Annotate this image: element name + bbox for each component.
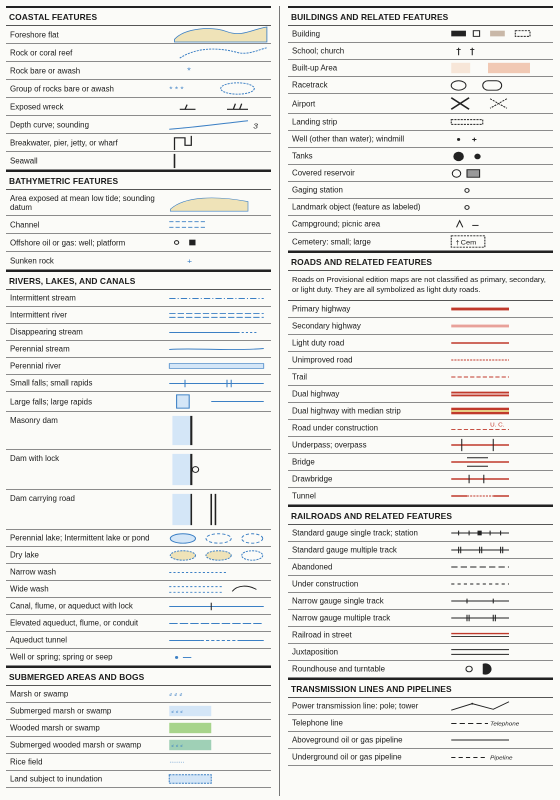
legend-label: Underpass; overpass	[292, 440, 367, 450]
trail-symbol	[446, 369, 551, 385]
legend-row-submerged-wooded-marsh	[6, 737, 271, 754]
legend-label: Land subject to inundation	[10, 774, 103, 784]
legend-row-campground	[288, 216, 553, 233]
legend-row-railroad-in-street	[288, 627, 553, 644]
legend-label: Submerged marsh or swamp	[10, 706, 112, 716]
legend-row-narrow-single-track	[288, 593, 553, 610]
legend-label: Masonry dam	[10, 416, 58, 425]
column-divider	[279, 6, 280, 796]
intermittent-stream-symbol	[164, 290, 269, 306]
tunnel-symbol	[446, 488, 551, 504]
legend-row-secondary-highway	[288, 318, 553, 335]
roundhouse-symbol	[446, 661, 551, 677]
building-symbol	[446, 26, 551, 42]
legend-row-road-under-construction	[288, 420, 553, 437]
section-title: BUILDINGS AND RELATED FEATURES	[288, 8, 553, 26]
primary-highway-symbol	[446, 301, 551, 317]
legend-label: Rock or coral reef	[10, 48, 73, 57]
legend-label: Airport	[292, 99, 316, 108]
windmill-icon	[446, 131, 551, 147]
legend-row-school-church	[288, 43, 553, 60]
legend-row-standard-single-track	[288, 525, 553, 542]
legend-label: Aboveground oil or gas pipeline	[292, 735, 403, 745]
legend-row-perennial-river	[6, 358, 271, 375]
buildings-section	[288, 6, 553, 251]
legend-row-dam-with-lock	[6, 450, 271, 490]
legend-row-land-subject-to-inundation	[6, 771, 271, 788]
legend-label: Well or spring; spring or seep	[10, 652, 113, 662]
reef-symbol	[164, 44, 269, 61]
legend-label: Elevated aqueduct, flume, or conduit	[10, 618, 139, 628]
legend-label: Rock bare or awash	[10, 66, 81, 75]
perennial-river-symbol	[164, 358, 269, 374]
canal-symbol	[164, 598, 269, 614]
legend-label: Dual highway with median strip	[292, 406, 401, 416]
legend-label: Telephone line	[292, 718, 343, 728]
legend-row-exposed-wreck	[6, 98, 271, 116]
legend-label: Dual highway	[292, 389, 340, 399]
svg-text:⸗ ⸗ ⸗: ⸗ ⸗ ⸗	[171, 742, 183, 750]
legend-row-light-duty-road	[288, 335, 553, 352]
legend-row-primary-highway	[288, 301, 553, 318]
legend-label: Wide wash	[10, 584, 49, 594]
cemetery-label: Cem	[460, 239, 477, 247]
legend-row-unimproved-road	[288, 352, 553, 369]
breakwater-symbol	[164, 134, 269, 151]
legend-row-perennial-stream	[6, 341, 271, 358]
legend-label: Foreshore flat	[10, 30, 59, 39]
coastal-features-section	[6, 6, 271, 170]
legend-label: Unimproved road	[292, 355, 353, 365]
legend-row-aboveground-pipeline	[288, 732, 553, 749]
legend-row-underground-pipeline	[288, 749, 553, 766]
marsh-symbol	[164, 686, 269, 702]
section-title: RAILROADS AND RELATED FEATURES	[288, 507, 553, 525]
dry-lake-symbol	[164, 547, 269, 563]
bathymetric-features-section	[6, 170, 271, 270]
legend-row-intermittent-stream	[6, 290, 271, 307]
legend-row-dual-highway-median	[288, 403, 553, 420]
built-up-area-symbol	[446, 60, 551, 76]
rail-single-symbol	[446, 525, 551, 541]
secondary-highway-symbol	[446, 318, 551, 334]
legend-label: Trail	[292, 372, 308, 382]
legend-row-small-falls	[6, 375, 271, 392]
legend-row-narrow-multiple-track	[288, 610, 553, 627]
legend-row-under-construction	[288, 576, 553, 593]
sounding-number: 3	[253, 121, 258, 131]
rail-construction-symbol	[446, 576, 551, 592]
legend-row-rock-bare-or-awash	[6, 62, 271, 80]
legend-row-juxtaposition	[288, 644, 553, 661]
legend-row-standard-multiple-track	[288, 542, 553, 559]
dual-highway-median-symbol	[446, 403, 551, 419]
narrow-wash-symbol	[164, 564, 269, 580]
section-title: SUBMERGED AREAS AND BOGS	[6, 668, 271, 686]
legend-label: Marsh or swamp	[10, 689, 69, 699]
legend-label: Well (other than water); windmill	[292, 134, 405, 144]
legend-row-airport	[288, 94, 553, 114]
legend-row-gaging-station	[288, 182, 553, 199]
railroads-section	[288, 505, 553, 678]
left-column	[6, 6, 271, 788]
legend-label: Power transmission line: pole; tower	[292, 701, 419, 711]
legend-label: Group of rocks bare or awash	[10, 84, 114, 93]
legend-row-drawbridge	[288, 471, 553, 488]
legend-label: Intermittent river	[10, 310, 68, 320]
cemetery-symbol	[446, 233, 551, 250]
legend-label: Roundhouse and turntable	[292, 664, 386, 674]
legend-label: Channel	[10, 220, 40, 229]
svg-text:†: †	[455, 239, 460, 247]
underground-pipeline-symbol	[446, 749, 551, 765]
legend-label: Depth curve; sounding	[10, 120, 89, 129]
legend-row-wooded-marsh	[6, 720, 271, 737]
legend-label: Small falls; small rapids	[10, 378, 93, 388]
legend-label: Rice field	[10, 757, 43, 767]
legend-label: Primary highway	[292, 304, 351, 314]
legend-row-group-of-rocks	[6, 80, 271, 98]
legend-row-rice-field	[6, 754, 271, 771]
legend-label: School; church	[292, 46, 345, 56]
legend-label: Seawall	[10, 156, 38, 165]
legend-label: Underground oil or gas pipeline	[292, 752, 402, 762]
legend-row-cemetery	[288, 233, 553, 251]
legend-label: Campground; picnic area	[292, 219, 381, 229]
legend-row-sunken-rock	[6, 252, 271, 270]
legend-row-tanks	[288, 148, 553, 165]
legend-label: Bridge	[292, 457, 315, 467]
landing-strip-symbol	[446, 114, 551, 130]
aqueduct-tunnel-symbol	[164, 632, 269, 648]
roads-note: Roads on Provisional edition maps are not classified as primary, secondary, or light duty. They are all symbolized as light duty roads.	[288, 271, 553, 301]
legend-label: Exposed wreck	[10, 102, 64, 111]
spring-symbol	[164, 649, 269, 665]
channel-symbol	[164, 216, 269, 233]
transmission-section	[288, 678, 553, 766]
legend-row-elevated-aqueduct	[6, 615, 271, 632]
legend-label: Light duty road	[292, 338, 345, 348]
underpass-symbol	[446, 437, 551, 453]
legend-row-submerged-marsh	[6, 703, 271, 720]
dam-lock-symbol	[164, 450, 269, 489]
legend-label: Tanks	[292, 151, 313, 161]
legend-label: Submerged wooded marsh or swamp	[10, 740, 142, 750]
legend-row-bridge	[288, 454, 553, 471]
school-church-icon	[446, 43, 551, 59]
drawbridge-symbol	[446, 471, 551, 487]
legend-label: Abandoned	[292, 562, 333, 572]
legend-row-building	[288, 26, 553, 43]
legend-row-dual-highway	[288, 386, 553, 403]
lake-symbol	[164, 530, 269, 546]
submerged-areas-section	[6, 666, 271, 788]
legend-label: Built-up Area	[292, 63, 338, 73]
roads-section	[288, 251, 553, 505]
legend-label: Landmark object (feature as labeled)	[292, 202, 421, 212]
legend-label: Perennial lake; Intermittent lake or pond	[10, 533, 150, 543]
legend-row-tunnel	[288, 488, 553, 505]
racetrack-symbol	[446, 77, 551, 93]
masonry-dam-symbol	[164, 412, 269, 449]
legend-label: Canal, flume, or aqueduct with lock	[10, 601, 133, 611]
submerged-marsh-symbol	[164, 703, 269, 719]
legend-row-offshore-well	[6, 234, 271, 252]
legend-row-abandoned	[288, 559, 553, 576]
rock-group-symbol	[164, 80, 269, 97]
legend-row-wide-wash	[6, 581, 271, 598]
legend-label: Narrow gauge multiple track	[292, 613, 391, 623]
legend-label: Road under construction	[292, 423, 378, 433]
legend-row-marsh	[6, 686, 271, 703]
legend-row-underpass	[288, 437, 553, 454]
legend-row-seawall	[6, 152, 271, 170]
svg-text:*: *	[187, 65, 191, 76]
section-title: ROADS AND RELATED FEATURES	[288, 253, 553, 271]
legend-label: Perennial river	[10, 361, 61, 371]
dual-highway-symbol	[446, 386, 551, 402]
legend-row-roundhouse	[288, 661, 553, 678]
gaging-station-symbol	[446, 182, 551, 198]
intermittent-river-symbol	[164, 307, 269, 323]
legend-row-covered-reservoir	[288, 165, 553, 182]
legend-row-intermittent-river	[6, 307, 271, 324]
rock-awash-symbol	[164, 62, 269, 79]
legend-row-disappearing-stream	[6, 324, 271, 341]
legend-label: Dam with lock	[10, 454, 60, 463]
legend-label: Offshore oil or gas: well; platform	[10, 238, 126, 247]
svg-text:⸗ ⸗ ⸗: ⸗ ⸗ ⸗	[169, 689, 183, 699]
section-title: TRANSMISSION LINES AND PIPELINES	[288, 680, 553, 698]
legend-row-dry-lake	[6, 547, 271, 564]
wooded-marsh-symbol	[164, 720, 269, 736]
campground-icon	[446, 216, 551, 232]
legend-row-telephone-line	[288, 715, 553, 732]
section-title: RIVERS, LAKES, AND CANALS	[6, 272, 271, 290]
legend-label: Dam carrying road	[10, 494, 75, 503]
road-construction-symbol	[446, 420, 551, 436]
legend-label: Racetrack	[292, 80, 328, 90]
rivers-lakes-canals-section	[6, 270, 271, 666]
svg-text:ᐧᐧᐧᐧᐧᐧᐧᐧ: ᐧᐧᐧᐧᐧᐧᐧᐧ	[169, 759, 185, 767]
elevated-aqueduct-symbol	[164, 615, 269, 631]
legend-label: Wooded marsh or swamp	[10, 723, 100, 733]
legend-row-depth-curve	[6, 116, 271, 134]
legend-label: Covered reservoir	[292, 168, 355, 178]
legend-label: Breakwater, pier, jetty, or wharf	[10, 138, 118, 147]
section-title: BATHYMETRIC FEATURES	[6, 172, 271, 190]
svg-text:* * *: * * *	[169, 84, 184, 94]
legend-row-dam-carrying-road	[6, 490, 271, 530]
legend-row-canal-lock	[6, 598, 271, 615]
narrow-single-symbol	[446, 593, 551, 609]
legend-label: Juxtaposition	[292, 647, 339, 657]
legend-row-trail	[288, 369, 553, 386]
perennial-stream-symbol	[164, 341, 269, 357]
section-title: COASTAL FEATURES	[6, 8, 271, 26]
legend-row-narrow-wash	[6, 564, 271, 581]
legend-row-well-windmill	[288, 131, 553, 148]
legend-row-area-exposed	[6, 190, 271, 216]
legend-label: Large falls; large rapids	[10, 397, 93, 406]
legend-row-large-falls	[6, 392, 271, 412]
legend-label: Building	[292, 29, 321, 39]
svg-text:⸗ ⸗ ⸗: ⸗ ⸗ ⸗	[171, 708, 183, 716]
narrow-multiple-symbol	[446, 610, 551, 626]
legend-label: Railroad in street	[292, 630, 352, 640]
power-line-symbol	[446, 698, 551, 714]
legend-label: Landing strip	[292, 117, 338, 127]
legend-label: Narrow gauge single track	[292, 596, 384, 606]
rail-abandoned-symbol	[446, 559, 551, 575]
legend-label: Sunken rock	[10, 256, 54, 265]
area-exposed-symbol	[164, 190, 269, 215]
legend-label: Dry lake	[10, 550, 39, 560]
covered-reservoir-symbol	[446, 165, 551, 181]
legend-row-aqueduct-tunnel	[6, 632, 271, 649]
legend-row-perennial-lake	[6, 530, 271, 547]
seawall-symbol	[164, 152, 269, 169]
legend-row-landmark-object	[288, 199, 553, 216]
dam-road-symbol	[164, 490, 269, 529]
juxtaposition-symbol	[446, 644, 551, 660]
offshore-well-symbol	[164, 234, 269, 251]
legend-label: Intermittent stream	[10, 293, 76, 303]
wide-wash-symbol	[164, 581, 269, 597]
legend-label: Under construction	[292, 579, 359, 589]
pipeline-label: Pipeline	[490, 755, 513, 762]
telephone-label: Telephone	[490, 721, 520, 728]
aboveground-pipeline-symbol	[446, 732, 551, 748]
rail-street-symbol	[446, 627, 551, 643]
disappearing-stream-symbol	[164, 324, 269, 340]
legend-row-breakwater	[6, 134, 271, 152]
legend-row-power-line	[288, 698, 553, 715]
legend-label: Drawbridge	[292, 474, 333, 484]
large-falls-symbol	[164, 392, 269, 411]
legend-label: Standard gauge single track; station	[292, 528, 418, 538]
legend-row-racetrack	[288, 77, 553, 94]
svg-text:+: +	[187, 256, 192, 266]
legend-row-rock-or-coral-reef	[6, 44, 271, 62]
legend-label: Secondary highway	[292, 321, 361, 331]
tanks-symbol	[446, 148, 551, 164]
submerged-wooded-marsh-symbol	[164, 737, 269, 753]
unimproved-road-symbol	[446, 352, 551, 368]
legend-label: Narrow wash	[10, 567, 57, 577]
rail-multiple-symbol	[446, 542, 551, 558]
legend-label: Disappearing stream	[10, 327, 83, 337]
sunken-rock-symbol	[164, 252, 269, 269]
foreshore-flat-symbol	[164, 26, 269, 43]
wreck-icon	[164, 98, 269, 115]
legend-label: Area exposed at mean low tide; sounding datum	[10, 193, 155, 212]
legend-row-landing-strip	[288, 114, 553, 131]
legend-row-built-up-area	[288, 60, 553, 77]
right-column	[288, 6, 553, 766]
telephone-line-symbol	[446, 715, 551, 731]
landmark-symbol	[446, 199, 551, 215]
bridge-symbol	[446, 454, 551, 470]
legend-row-masonry-dam	[6, 412, 271, 450]
construction-label: U. C.	[490, 422, 505, 429]
legend-row-channel	[6, 216, 271, 234]
legend-label: Perennial stream	[10, 344, 70, 354]
airport-icon	[446, 94, 551, 113]
light-duty-road-symbol	[446, 335, 551, 351]
depth-curve-symbol	[164, 116, 269, 133]
legend-row-foreshore-flat	[6, 26, 271, 44]
rice-field-symbol	[164, 754, 269, 770]
legend-label: Cemetery: small; large	[292, 237, 371, 246]
legend-row-well-spring	[6, 649, 271, 666]
inundation-symbol	[164, 771, 269, 787]
legend-label: Tunnel	[292, 491, 316, 501]
legend-label: Standard gauge multiple track	[292, 545, 397, 555]
legend-label: Gaging station	[292, 185, 343, 195]
small-falls-symbol	[164, 375, 269, 391]
legend-label: Aqueduct tunnel	[10, 635, 68, 645]
